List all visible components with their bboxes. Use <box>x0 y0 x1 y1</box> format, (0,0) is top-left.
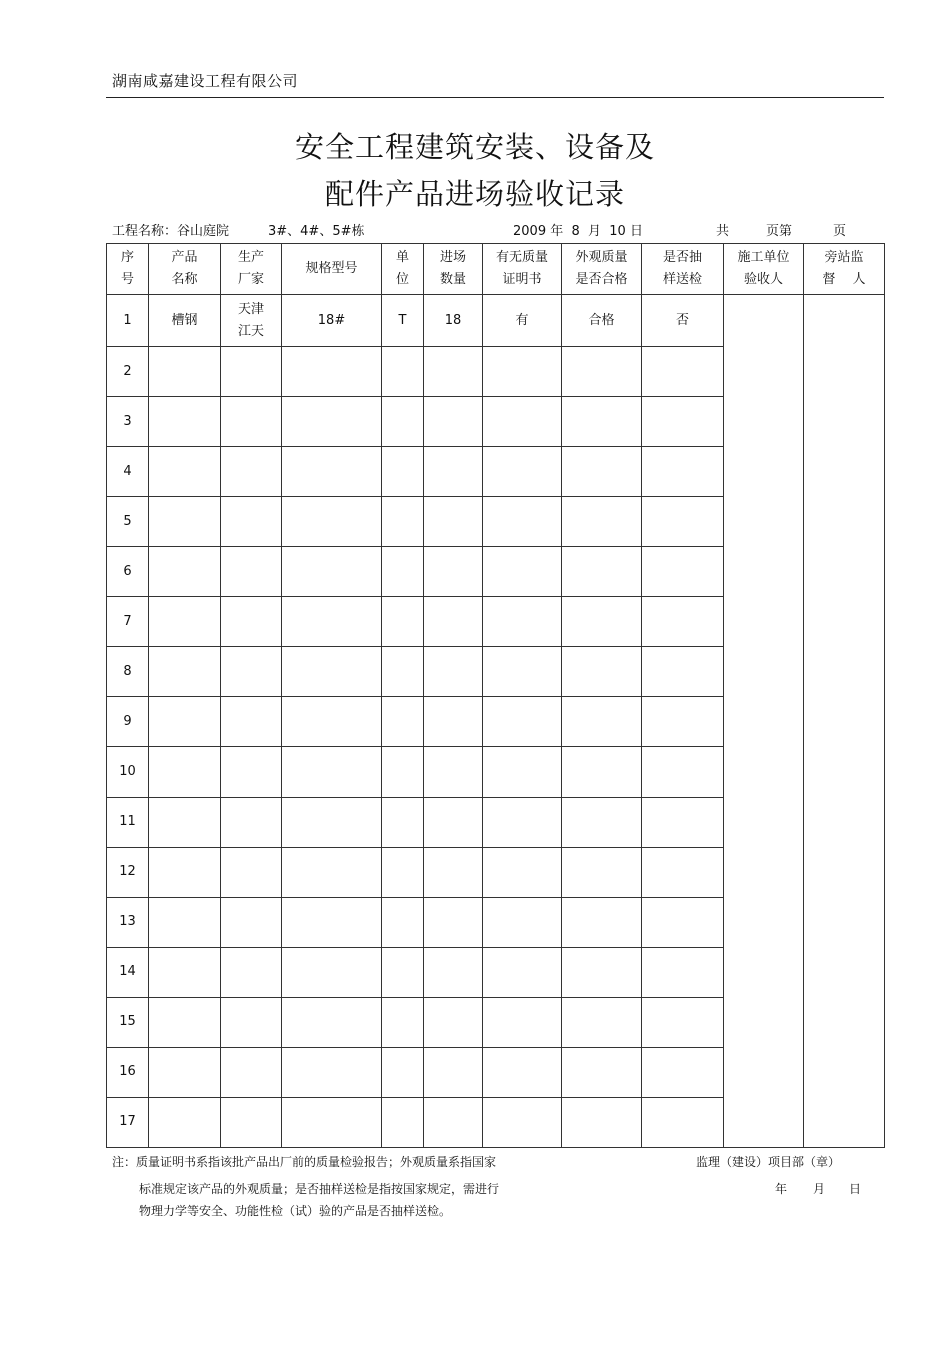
empty-cell <box>424 497 483 547</box>
header-cell-sampling: 是否抽 样送检 <box>642 244 724 295</box>
empty-cell <box>282 597 382 647</box>
title-line-1: 安全工程建筑安装、设备及 <box>294 130 655 164</box>
empty-cell <box>382 897 424 947</box>
empty-cell <box>424 397 483 447</box>
header-cell-no: 序 号 <box>107 244 149 295</box>
empty-cell <box>221 797 282 847</box>
empty-cell <box>483 697 562 747</box>
record-date: 2009 年 8 月 10 日 <box>513 224 643 239</box>
empty-cell <box>282 997 382 1047</box>
empty-cell <box>282 697 382 747</box>
empty-cell <box>221 447 282 497</box>
row-number: 5 <box>107 497 149 547</box>
project-buildings: 3#、4#、5#栋 <box>268 224 365 239</box>
empty-cell <box>562 947 642 997</box>
empty-cell <box>382 947 424 997</box>
row-number: 11 <box>107 797 149 847</box>
header-cell-inspector: 施工单位 验收人 <box>724 244 804 295</box>
row-number: 2 <box>107 347 149 397</box>
empty-cell <box>282 647 382 697</box>
empty-cell <box>642 947 724 997</box>
empty-cell <box>424 1097 483 1147</box>
row-number: 9 <box>107 697 149 747</box>
supervisor-signature-cell <box>804 295 885 1148</box>
empty-cell <box>149 597 221 647</box>
empty-cell <box>149 547 221 597</box>
empty-cell <box>562 847 642 897</box>
empty-cell <box>483 397 562 447</box>
empty-cell <box>642 997 724 1047</box>
empty-cell <box>642 347 724 397</box>
certificate-cell: 有 <box>483 295 562 347</box>
empty-cell <box>483 647 562 697</box>
empty-cell <box>282 897 382 947</box>
empty-cell <box>483 847 562 897</box>
empty-cell <box>642 1097 724 1147</box>
empty-cell <box>642 897 724 947</box>
empty-cell <box>221 997 282 1047</box>
empty-cell <box>149 347 221 397</box>
empty-cell <box>424 1047 483 1097</box>
empty-cell <box>221 347 282 397</box>
sign-year: 年 <box>775 1182 788 1196</box>
empty-cell <box>562 747 642 797</box>
empty-cell <box>642 647 724 697</box>
empty-cell <box>562 897 642 947</box>
empty-cell <box>642 597 724 647</box>
row-number: 6 <box>107 547 149 597</box>
supervision-department: 监理（建设）项目部（章） <box>696 1155 841 1169</box>
empty-cell <box>562 497 642 547</box>
empty-cell <box>562 997 642 1047</box>
row-number: 1 <box>107 295 149 347</box>
empty-cell <box>483 897 562 947</box>
sign-month: 月 <box>813 1182 826 1196</box>
empty-cell <box>221 747 282 797</box>
company-name: 湖南咸嘉建设工程有限公司 <box>112 72 299 90</box>
empty-cell <box>483 1047 562 1097</box>
empty-cell <box>642 397 724 447</box>
empty-cell <box>221 497 282 547</box>
empty-cell <box>221 1097 282 1147</box>
empty-cell <box>483 747 562 797</box>
inspector-signature-cell <box>724 295 804 1148</box>
empty-cell <box>282 1047 382 1097</box>
header-cell-supervisor: 旁站监 督 人 <box>804 244 885 295</box>
header-cell-spec: 规格型号 <box>282 244 382 295</box>
empty-cell <box>149 847 221 897</box>
row-number: 12 <box>107 847 149 897</box>
empty-cell <box>382 447 424 497</box>
empty-cell <box>562 447 642 497</box>
empty-cell <box>221 547 282 597</box>
empty-cell <box>642 547 724 597</box>
empty-cell <box>282 747 382 797</box>
empty-cell <box>483 347 562 397</box>
empty-cell <box>562 797 642 847</box>
header-cell-product-name: 产品 名称 <box>149 244 221 295</box>
empty-cell <box>642 447 724 497</box>
empty-cell <box>282 1097 382 1147</box>
empty-cell <box>149 1097 221 1147</box>
empty-cell <box>483 597 562 647</box>
row-number: 7 <box>107 597 149 647</box>
sampling-cell: 否 <box>642 295 724 347</box>
empty-cell <box>642 497 724 547</box>
empty-cell <box>562 547 642 597</box>
page-end-label: 页 <box>833 224 847 239</box>
unit-cell: T <box>382 295 424 347</box>
empty-cell <box>562 647 642 697</box>
empty-cell <box>483 947 562 997</box>
empty-cell <box>382 597 424 647</box>
empty-cell <box>642 697 724 747</box>
empty-cell <box>424 747 483 797</box>
empty-cell <box>382 697 424 747</box>
header-cell-appearance: 外观质量 是否合格 <box>562 244 642 295</box>
empty-cell <box>382 847 424 897</box>
sign-day: 日 <box>849 1182 862 1196</box>
page-total-label: 共 <box>716 224 730 239</box>
row-number: 17 <box>107 1097 149 1147</box>
empty-cell <box>382 797 424 847</box>
header-rule <box>106 97 884 98</box>
row-number: 8 <box>107 647 149 697</box>
empty-cell <box>382 1047 424 1097</box>
empty-cell <box>221 897 282 947</box>
empty-cell <box>282 447 382 497</box>
empty-cell <box>149 997 221 1047</box>
empty-cell <box>149 947 221 997</box>
empty-cell <box>424 997 483 1047</box>
row-number: 10 <box>107 747 149 797</box>
empty-cell <box>382 397 424 447</box>
empty-cell <box>149 447 221 497</box>
empty-cell <box>562 347 642 397</box>
empty-cell <box>642 1047 724 1097</box>
empty-cell <box>221 947 282 997</box>
product-name-cell: 槽钢 <box>149 295 221 347</box>
empty-cell <box>149 497 221 547</box>
empty-cell <box>483 1097 562 1147</box>
empty-cell <box>282 547 382 597</box>
header-cell-quantity: 进场 数量 <box>424 244 483 295</box>
empty-cell <box>382 1097 424 1147</box>
empty-cell <box>382 997 424 1047</box>
empty-cell <box>149 397 221 447</box>
note-line-3: 物理力学等安全、功能性检（试）验的产品是否抽样送检。 <box>139 1204 452 1218</box>
empty-cell <box>382 747 424 797</box>
empty-cell <box>562 597 642 647</box>
empty-cell <box>424 347 483 397</box>
empty-cell <box>221 1047 282 1097</box>
empty-cell <box>424 947 483 997</box>
header-cell-certificate: 有无质量 证明书 <box>483 244 562 295</box>
table-row <box>107 295 885 347</box>
empty-cell <box>282 847 382 897</box>
appearance-cell: 合格 <box>562 295 642 347</box>
empty-cell <box>282 797 382 847</box>
table-header-row <box>107 244 885 295</box>
empty-cell <box>221 647 282 697</box>
empty-cell <box>282 347 382 397</box>
empty-cell <box>642 797 724 847</box>
empty-cell <box>642 747 724 797</box>
page-number-label: 页第 <box>766 224 793 239</box>
row-number: 4 <box>107 447 149 497</box>
empty-cell <box>149 647 221 697</box>
note-line-1: 注：质量证明书系指该批产品出厂前的质量检验报告；外观质量系指国家 <box>112 1155 497 1169</box>
empty-cell <box>382 347 424 397</box>
empty-cell <box>642 847 724 897</box>
note-line-2: 标准规定该产品的外观质量；是否抽样送检是指按国家规定，需进行 <box>139 1182 500 1196</box>
row-number: 3 <box>107 397 149 447</box>
row-number: 15 <box>107 997 149 1047</box>
acceptance-table <box>106 243 885 1148</box>
empty-cell <box>562 697 642 747</box>
empty-cell <box>424 547 483 597</box>
empty-cell <box>424 797 483 847</box>
empty-cell <box>483 797 562 847</box>
row-number: 16 <box>107 1047 149 1097</box>
empty-cell <box>149 747 221 797</box>
empty-cell <box>382 647 424 697</box>
empty-cell <box>424 597 483 647</box>
spec-cell: 18# <box>282 295 382 347</box>
empty-cell <box>562 1097 642 1147</box>
empty-cell <box>221 847 282 897</box>
header-cell-unit: 单 位 <box>382 244 424 295</box>
empty-cell <box>424 447 483 497</box>
empty-cell <box>221 697 282 747</box>
empty-cell <box>424 697 483 747</box>
empty-cell <box>149 697 221 747</box>
quantity-cell: 18 <box>424 295 483 347</box>
empty-cell <box>282 947 382 997</box>
empty-cell <box>282 397 382 447</box>
empty-cell <box>424 647 483 697</box>
empty-cell <box>149 1047 221 1097</box>
empty-cell <box>149 897 221 947</box>
empty-cell <box>483 447 562 497</box>
header-cell-manufacturer: 生产 厂家 <box>221 244 282 295</box>
empty-cell <box>483 997 562 1047</box>
empty-cell <box>483 547 562 597</box>
row-number: 14 <box>107 947 149 997</box>
empty-cell <box>382 547 424 597</box>
project-name: 工程名称：谷山庭院 <box>112 224 230 239</box>
empty-cell <box>424 847 483 897</box>
empty-cell <box>382 497 424 547</box>
empty-cell <box>483 497 562 547</box>
empty-cell <box>282 497 382 547</box>
empty-cell <box>424 897 483 947</box>
empty-cell <box>221 597 282 647</box>
empty-cell <box>562 1047 642 1097</box>
manufacturer-cell: 天津 江天 <box>221 295 282 347</box>
row-number: 13 <box>107 897 149 947</box>
empty-cell <box>149 797 221 847</box>
title-line-2: 配件产品进场验收记录 <box>324 177 625 211</box>
empty-cell <box>562 397 642 447</box>
empty-cell <box>221 397 282 447</box>
